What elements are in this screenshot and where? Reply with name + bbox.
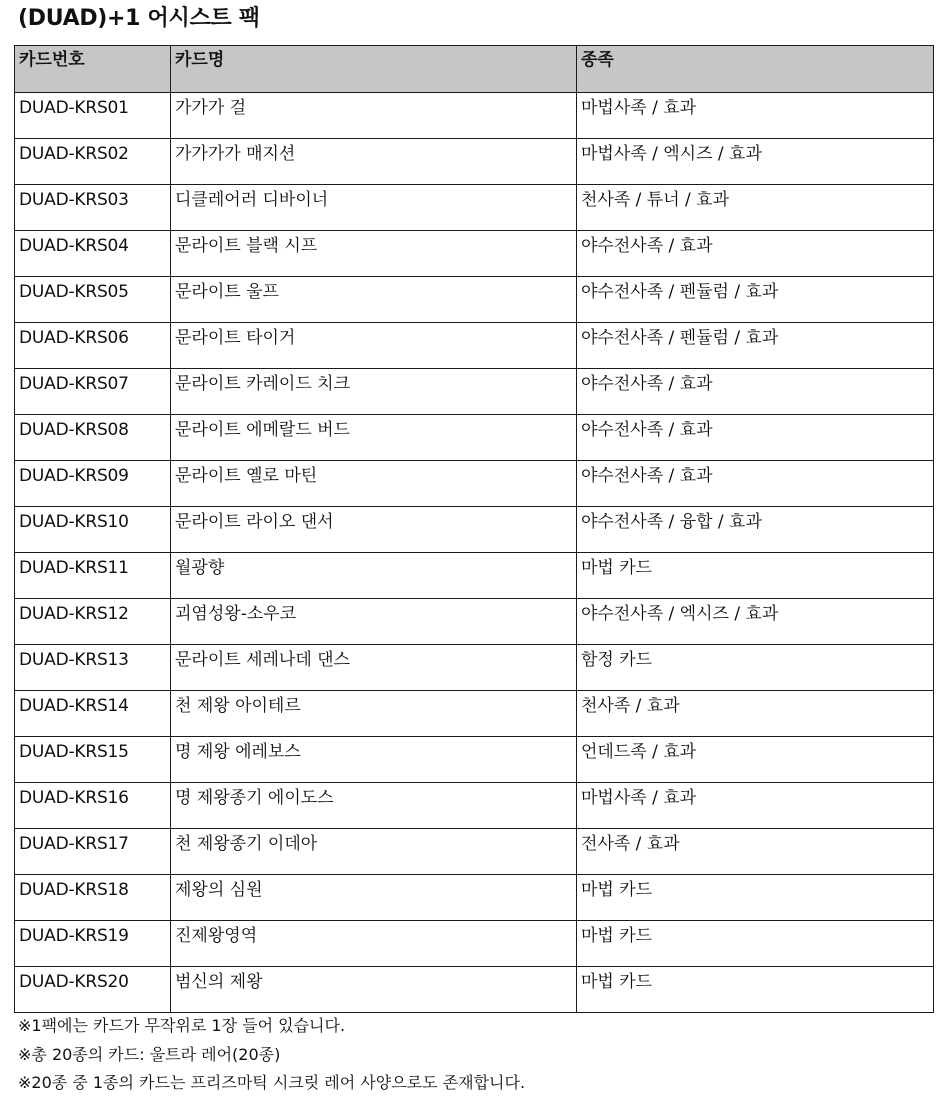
header-card-name: 카드명: [171, 46, 577, 93]
cell-card-name: 문라이트 에메랄드 버드: [171, 415, 577, 461]
table-row: [15, 507, 934, 553]
cell-card-number: DUAD-KRS11: [15, 553, 171, 599]
card-list-table: [14, 45, 934, 1013]
table-row: [15, 599, 934, 645]
cell-card-type: 야수전사족 / 효과: [577, 231, 934, 277]
table-row: [15, 323, 934, 369]
cell-card-type: 마법 카드: [577, 921, 934, 967]
cell-card-number: DUAD-KRS18: [15, 875, 171, 921]
cell-card-number: DUAD-KRS20: [15, 967, 171, 1013]
cell-card-name: 문라이트 옐로 마틴: [171, 461, 577, 507]
table-row: [15, 783, 934, 829]
table-row: [15, 415, 934, 461]
table-row: [15, 231, 934, 277]
table-row: [15, 691, 934, 737]
cell-card-type: 마법 카드: [577, 967, 934, 1013]
table-row: [15, 645, 934, 691]
cell-card-name: 문라이트 카레이드 치크: [171, 369, 577, 415]
cell-card-type: 야수전사족 / 펜듈럼 / 효과: [577, 277, 934, 323]
table-row: [15, 967, 934, 1013]
cell-card-number: DUAD-KRS10: [15, 507, 171, 553]
cell-card-number: DUAD-KRS03: [15, 185, 171, 231]
cell-card-name: 디클레어러 디바이너: [171, 185, 577, 231]
table-row: [15, 875, 934, 921]
cell-card-number: DUAD-KRS01: [15, 93, 171, 139]
cell-card-type: 마법사족 / 효과: [577, 783, 934, 829]
cell-card-number: DUAD-KRS12: [15, 599, 171, 645]
cell-card-type: 야수전사족 / 펜듈럼 / 효과: [577, 323, 934, 369]
header-card-type: 종족: [577, 46, 934, 93]
table-row: [15, 93, 934, 139]
header-card-number: 카드번호: [15, 46, 171, 93]
note-pack-contents: ※1팩에는 카드가 무작위로 1장 들어 있습니다.: [18, 1016, 346, 1035]
cell-card-number: DUAD-KRS02: [15, 139, 171, 185]
cell-card-type: 마법 카드: [577, 875, 934, 921]
cell-card-type: 천사족 / 튜너 / 효과: [577, 185, 934, 231]
cell-card-type: 야수전사족 / 효과: [577, 461, 934, 507]
cell-card-name: 문라이트 세레나데 댄스: [171, 645, 577, 691]
cell-card-name: 명 제왕 에레보스: [171, 737, 577, 783]
cell-card-type: 야수전사족 / 엑시즈 / 효과: [577, 599, 934, 645]
table-header-row: [15, 46, 934, 93]
cell-card-number: DUAD-KRS09: [15, 461, 171, 507]
cell-card-number: DUAD-KRS14: [15, 691, 171, 737]
cell-card-name: 월광향: [171, 553, 577, 599]
table-row: [15, 185, 934, 231]
table-row: [15, 461, 934, 507]
cell-card-name: 제왕의 심원: [171, 875, 577, 921]
cell-card-number: DUAD-KRS13: [15, 645, 171, 691]
cell-card-name: 가가가가 매지션: [171, 139, 577, 185]
cell-card-name: 천 제왕종기 이데아: [171, 829, 577, 875]
cell-card-name: 문라이트 울프: [171, 277, 577, 323]
cell-card-number: DUAD-KRS16: [15, 783, 171, 829]
cell-card-name: 진제왕영역: [171, 921, 577, 967]
table-row: [15, 139, 934, 185]
cell-card-number: DUAD-KRS15: [15, 737, 171, 783]
notes-section: [18, 1012, 525, 1098]
table-row: [15, 277, 934, 323]
cell-card-name: 괴염성왕-소우코: [171, 599, 577, 645]
cell-card-number: DUAD-KRS04: [15, 231, 171, 277]
cell-card-number: DUAD-KRS17: [15, 829, 171, 875]
cell-card-type: 언데드족 / 효과: [577, 737, 934, 783]
cell-card-name: 문라이트 블랙 시프: [171, 231, 577, 277]
cell-card-number: DUAD-KRS19: [15, 921, 171, 967]
cell-card-type: 함정 카드: [577, 645, 934, 691]
cell-card-type: 마법사족 / 효과: [577, 93, 934, 139]
cell-card-name: 문라이트 타이거: [171, 323, 577, 369]
table-row: [15, 737, 934, 783]
cell-card-name: 문라이트 라이오 댄서: [171, 507, 577, 553]
cell-card-type: 천사족 / 효과: [577, 691, 934, 737]
cell-card-type: 야수전사족 / 융합 / 효과: [577, 507, 934, 553]
table-row: [15, 369, 934, 415]
cell-card-type: 마법 카드: [577, 553, 934, 599]
table-row: [15, 829, 934, 875]
cell-card-number: DUAD-KRS05: [15, 277, 171, 323]
cell-card-number: DUAD-KRS06: [15, 323, 171, 369]
cell-card-type: 전사족 / 효과: [577, 829, 934, 875]
table-row: [15, 921, 934, 967]
cell-card-type: 야수전사족 / 효과: [577, 369, 934, 415]
note-total-cards: ※총 20종의 카드: 울트라 레어(20종): [18, 1044, 281, 1064]
note-secret-rare: ※20종 중 1종의 카드는 프리즈마틱 시크릿 레어 사양으로도 존재합니다.: [18, 1073, 526, 1092]
table-row: [15, 553, 934, 599]
cell-card-type: 야수전사족 / 효과: [577, 415, 934, 461]
table-body: [15, 93, 934, 1013]
cell-card-number: DUAD-KRS07: [15, 369, 171, 415]
cell-card-type: 마법사족 / 엑시즈 / 효과: [577, 139, 934, 185]
cell-card-name: 명 제왕종기 에이도스: [171, 783, 577, 829]
cell-card-name: 범신의 제왕: [171, 967, 577, 1013]
cell-card-name: 천 제왕 아이테르: [171, 691, 577, 737]
cell-card-name: 가가가 걸: [171, 93, 577, 139]
cell-card-number: DUAD-KRS08: [15, 415, 171, 461]
page-title: (DUAD)+1 어시스트 팩: [18, 6, 260, 31]
